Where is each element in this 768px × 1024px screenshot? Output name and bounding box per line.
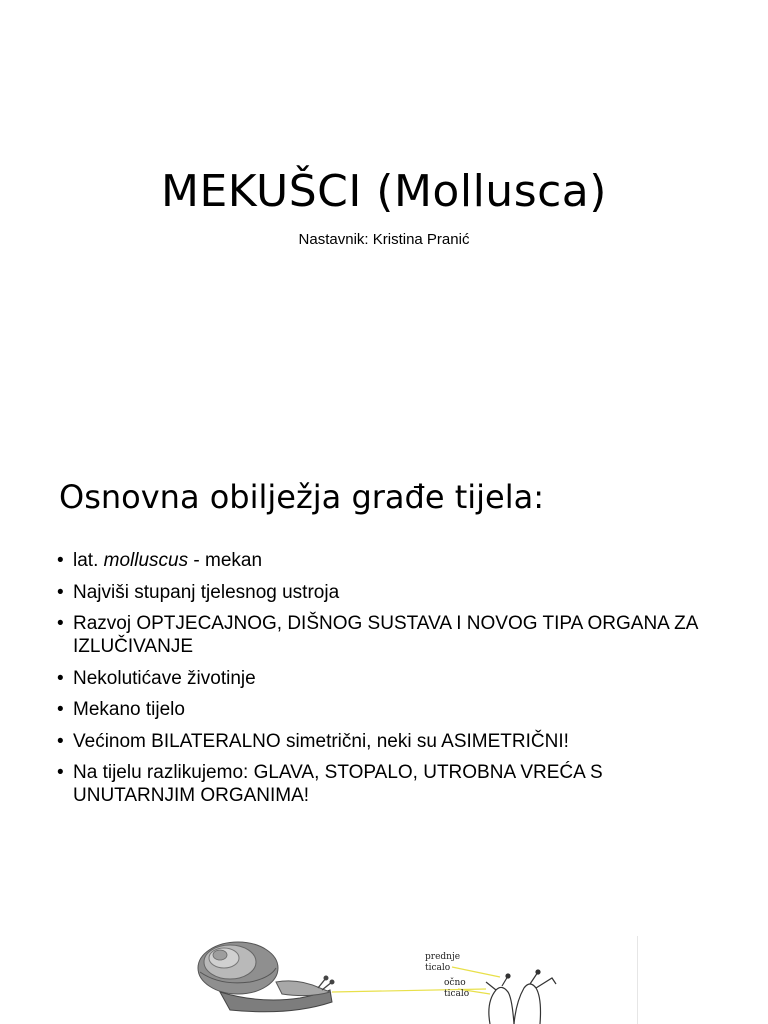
bullet-text-suffix: - mekan	[188, 550, 263, 571]
label-eye-tentacle	[444, 978, 469, 1000]
title-slide	[0, 0, 768, 432]
bullet-text: Najviši stupanj tjelesnog ustroja	[73, 581, 340, 603]
label-line: prednje	[425, 952, 461, 962]
bullet-dot: •	[57, 613, 64, 634]
bullet-text-latin: molluscus	[103, 550, 189, 571]
slide-subtitle: Nastavnik: Kristina Pranić	[298, 231, 470, 248]
bullet-dot: •	[57, 550, 64, 571]
bullet-text: Razvoj OPTJECAJNOG, DIŠNOG SUSTAVA I NOVOG TIPA ORGANA ZA IZLUČIVANJE	[73, 613, 698, 657]
bullet-dot: •	[57, 730, 64, 752]
list-item	[57, 612, 717, 658]
head-diagram	[486, 970, 556, 1024]
bullet-text: Većinom BILATERALNO simetrični, neki su ASIMETRIČNI!	[73, 730, 569, 752]
snail-shell	[198, 942, 278, 994]
label-line: očno	[444, 978, 466, 988]
list-item	[57, 698, 717, 721]
bullet-text: Mekano tijelo	[73, 699, 185, 720]
label-line: ticalo	[444, 989, 470, 999]
list-item	[57, 549, 717, 572]
bullet-list	[57, 549, 717, 816]
bullet-dot: •	[57, 699, 64, 720]
list-item	[57, 761, 717, 807]
bullet-text: Na tijelu razlikujemo: GLAVA, STOPALO, UTROBNA VREĆA S UNUTARNJIM ORGANIMA!	[73, 762, 603, 806]
label-front-tentacle	[425, 952, 460, 974]
bullet-text-prefix: lat.	[73, 550, 104, 571]
bullet-text: Nekolutićave životinje	[73, 667, 256, 689]
label-line: ticalo	[425, 963, 451, 973]
list-item	[57, 730, 717, 753]
slide-title: MEKUŠCI (Mollusca)	[161, 166, 607, 217]
pointer-lines	[332, 967, 500, 994]
snail-illustration	[190, 932, 650, 1024]
content-slide	[0, 432, 768, 1024]
bullet-dot: •	[57, 762, 64, 783]
bullet-dot: •	[57, 667, 64, 689]
content-heading: Osnovna obilježja građe tijela:	[59, 478, 544, 516]
list-item	[57, 581, 717, 604]
list-item	[57, 667, 717, 690]
bullet-dot: •	[57, 581, 64, 603]
